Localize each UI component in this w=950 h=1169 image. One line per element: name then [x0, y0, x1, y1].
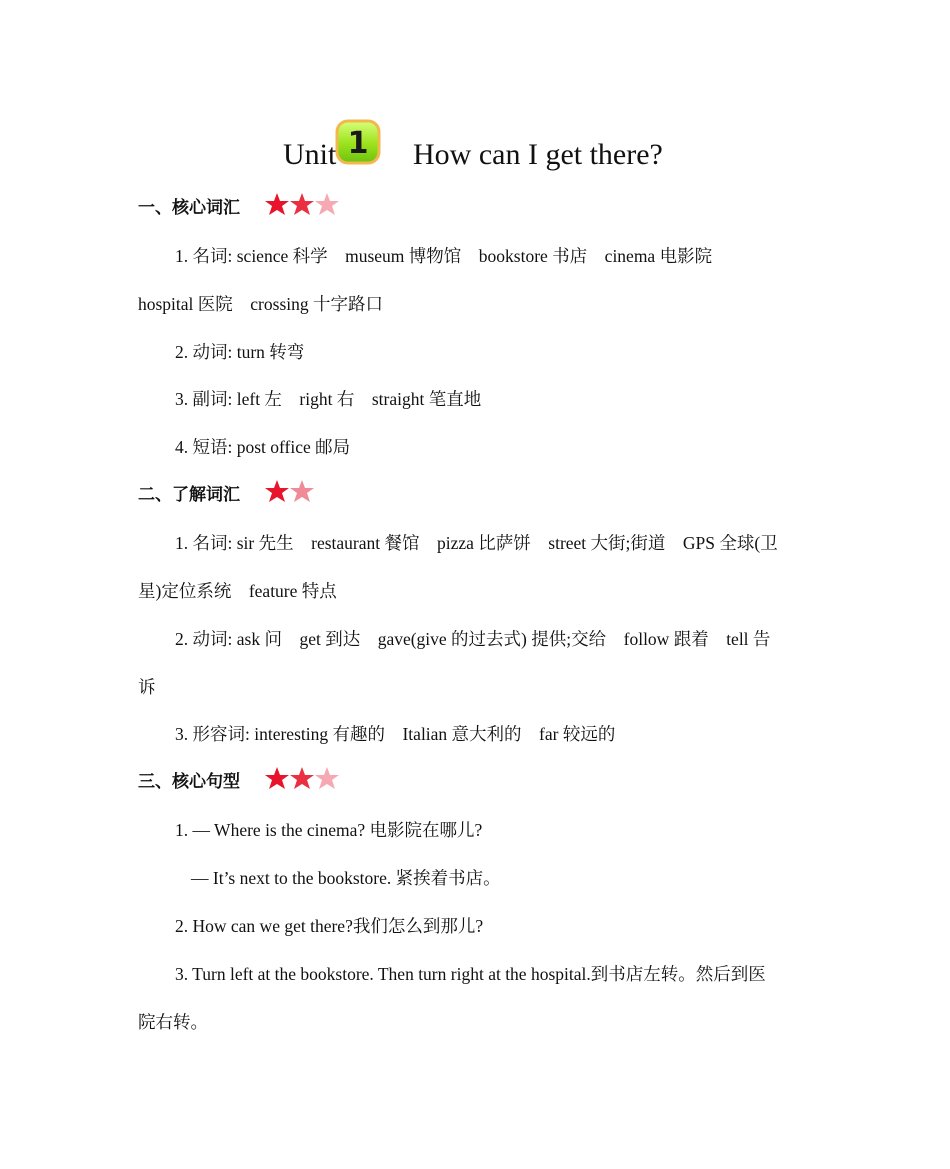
unit-number-badge — [334, 118, 382, 166]
vocab-line: 1. 名词: sir 先生 restaurant 餐馆 pizza 比萨饼 street 大街;街道 GPS 全球(卫 — [175, 533, 778, 553]
vocab-line: 诉 — [138, 677, 156, 697]
star-icon — [265, 193, 289, 215]
difficulty-rating — [265, 479, 341, 505]
star-icon — [315, 767, 339, 789]
section-heading-extra-vocab: 二、了解词汇 — [138, 485, 240, 505]
unit-number: 1 — [347, 126, 369, 161]
vocab-line: hospital 医院 crossing 十字路口 — [138, 294, 383, 314]
sentence-line: 1. — Where is the cinema? 电影院在哪儿? — [175, 820, 483, 840]
vocab-line: 星)定位系统 feature 特点 — [138, 581, 337, 601]
section-heading-core-sentences: 三、核心句型 — [138, 772, 240, 792]
vocab-line: 4. 短语: post office 邮局 — [175, 437, 351, 457]
sentence-line: — It’s next to the bookstore. 紧挨着书店。 — [191, 868, 501, 888]
sentence-line: 院右转。 — [138, 1012, 208, 1032]
vocab-line: 3. 形容词: interesting 有趣的 Italian 意大利的 far 较远的 — [175, 724, 616, 744]
vocab-line: 3. 副词: left 左 right 右 straight 笔直地 — [175, 389, 482, 409]
section-heading-core-vocab: 一、核心词汇 — [138, 198, 240, 218]
vocab-line: 2. 动词: turn 转弯 — [175, 342, 305, 362]
title-text: How can I get there? — [413, 138, 663, 171]
vocab-line: 1. 名词: science 科学 museum 博物馆 bookstore 书店 cinema 电影院 — [175, 246, 713, 266]
star-icon — [265, 767, 289, 789]
page-title — [0, 118, 950, 188]
star-icon — [290, 767, 314, 789]
difficulty-rating — [265, 192, 341, 218]
star-icon — [315, 193, 339, 215]
difficulty-rating — [265, 766, 341, 792]
vocab-line: 2. 动词: ask 问 get 到达 gave(give 的过去式) 提供;交给 follow 跟着 tell 告 — [175, 629, 771, 649]
star-icon — [290, 480, 314, 502]
sentence-line: 3. Turn left at the bookstore. Then turn right at the hospital.到书店左转。然后到医 — [175, 964, 766, 984]
star-icon — [290, 193, 314, 215]
star-icon — [265, 480, 289, 502]
unit-word: Unit — [283, 138, 337, 171]
sentence-line: 2. How can we get there?我们怎么到那儿? — [175, 916, 484, 936]
